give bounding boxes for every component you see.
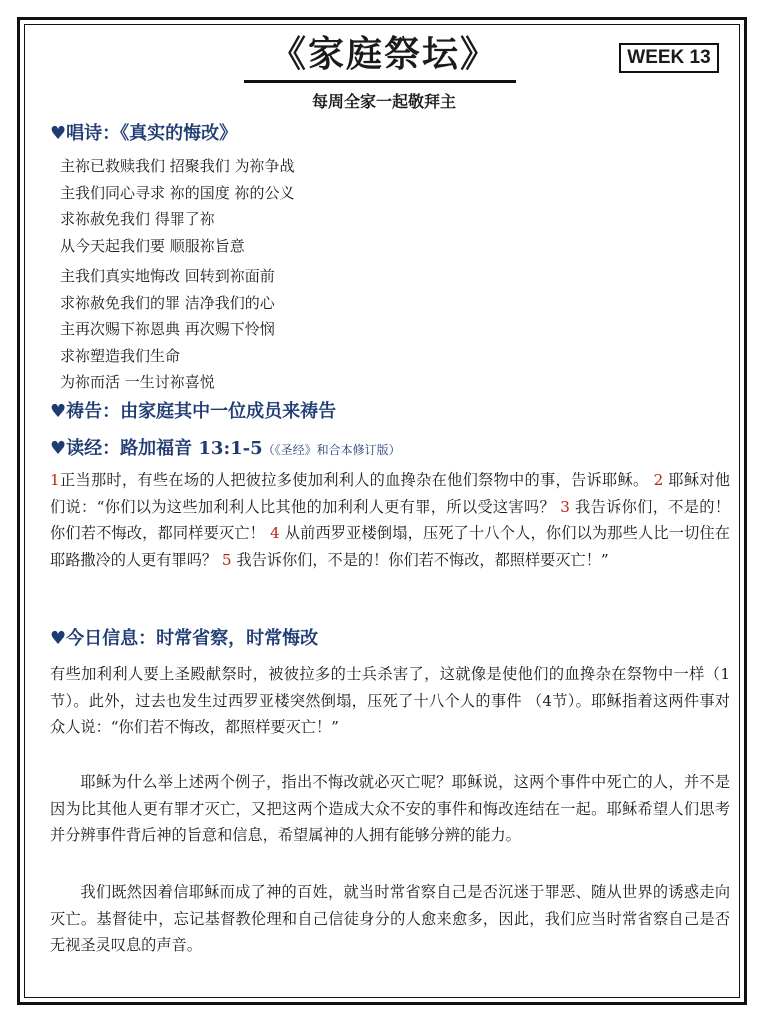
page-subtitle: 每周全家一起敬拜主: [311, 92, 456, 111]
prayer-heading: ♥祷告：由家庭其中一位成员来祷告: [50, 401, 337, 422]
hymn-stanza-2: [60, 263, 275, 396]
reading-heading-text: ♥读经：路加福音 13:1-5: [50, 438, 263, 459]
bible-version-note: （《圣经》和合本修订版）: [262, 443, 401, 457]
hymn-heading: ♥唱诗：《真实的悔改》: [50, 123, 238, 144]
title-underline: [244, 80, 516, 83]
verse-number: 2: [653, 471, 664, 489]
week-badge: WEEK 13: [619, 43, 719, 73]
lyric-line: 为祢而活 一生讨祢喜悦: [60, 373, 215, 391]
verse-text: 从前西罗亚楼倒塌，压死了十八个人，你们以为那些人比一切住在耶路撒冷的人更有罪吗？: [50, 524, 730, 570]
verse-text: 正当那时，有些在场的人把彼拉多使加利利人的血搀杂在他们祭物中的事，告诉耶稣。: [59, 471, 654, 489]
verse-number: 3: [560, 497, 570, 516]
message-heading: ♥今日信息：时常省察，时常悔改: [50, 628, 319, 649]
page-title: 《家庭祭坛》: [269, 33, 498, 75]
lyric-line: 主再次赐下祢恩典 再次赐下怜悯: [60, 320, 275, 338]
message-paragraph-2: 耶稣为什么举上述两个例子，指出不悔改就必灭亡呢？耶稣说，这两个事件中死亡的人，并不是因为比其他人更有罪才灭亡，又把这两个造成大众不安的事件和悔改连结在一起。耶稣希望人们思考并分辨事件背后神的旨意和信息，希望属神的人拥有能够分辨的能力。: [50, 773, 730, 845]
scripture-passage: [50, 467, 730, 574]
lyric-line: 从今天起我们要 顺服祢旨意: [60, 236, 245, 255]
lyric-line: 求祢赦免我们的罪 洁净我们的心: [60, 293, 275, 312]
verse-number: 4: [270, 524, 280, 543]
lyric-line: 主我们同心寻求 祢的国度 祢的公义: [60, 183, 295, 202]
lyric-line: 主祢已救赎我们 招聚我们 为祢争战: [60, 157, 295, 175]
message-paragraph-1: 有些加利利人要上圣殿献祭时，被彼拉多的士兵杀害了，这就像是使他们的血搀杂在祭物中一样（1节）。此外，过去也发生过西罗亚楼突然倒塌，压死了十八个人的事件 （4节）。耶稣指着这两件事对众人说：“你们若不悔改，都照样要灭亡！”: [50, 665, 730, 737]
verse-text: 我告诉你们，不是的！你们若不悔改，都照样要灭亡！”: [231, 551, 609, 570]
verse-text: 耶稣对他们说：“你们以为这些加利利人比其他的加利利人更有罪，所以受这害吗？: [50, 471, 731, 516]
lyric-line: 主我们真实地悔改 回转到祢面前: [60, 267, 275, 285]
lyric-line: 求祢赦免我们 得罪了祢: [60, 210, 215, 228]
message-paragraph-3: 我们既然因着信耶稣而成了神的百姓，就当时常省察自己是否沉迷于罪恶、随从世界的诱惑走向灭亡。基督徒中，忘记基督教伦理和自己信徒身分的人愈来愈多，因此，我们应当时常省察自己是否无视圣灵叹息的声音。: [50, 883, 730, 955]
hymn-stanza-1: [60, 153, 295, 259]
verse-text: 我告诉你们，不是的！你们若不悔改，都同样要灭亡！: [50, 497, 731, 543]
verse-number: 5: [221, 551, 232, 570]
reading-heading: [50, 436, 401, 463]
lyric-line: 求祢塑造我们生命: [60, 346, 181, 365]
verse-number: 1: [50, 471, 60, 489]
